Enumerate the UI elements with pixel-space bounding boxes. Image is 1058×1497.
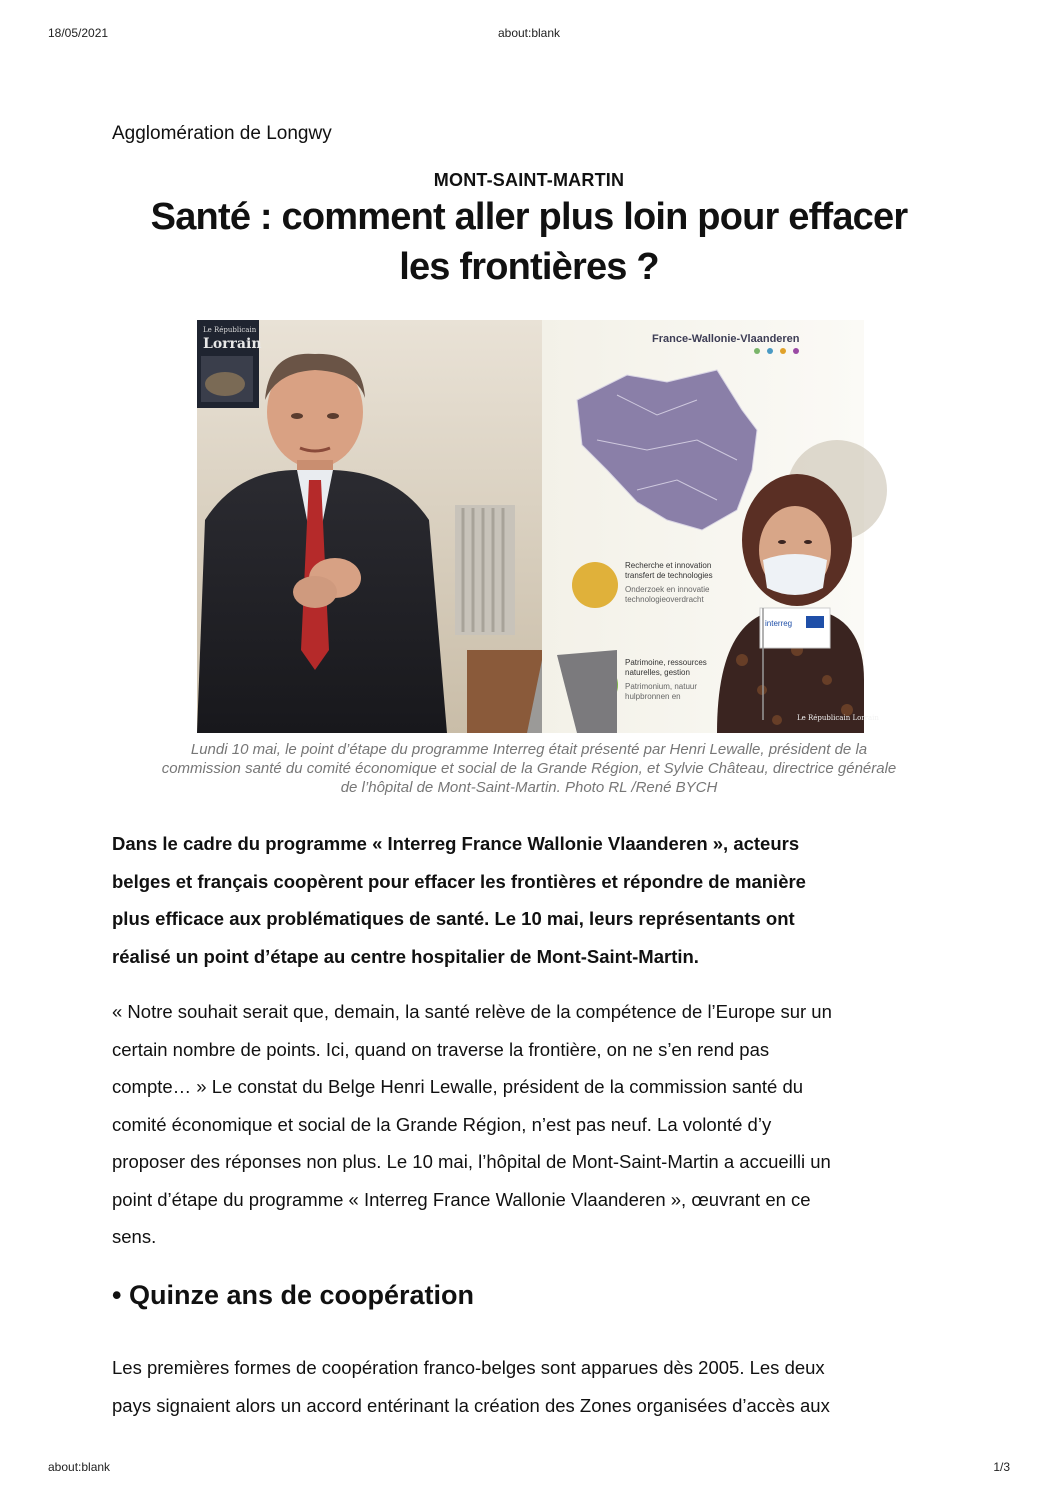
paragraph-line: pays signaient alors un accord entérinant la création des Zones organisées d’accès aux	[112, 1394, 830, 1416]
caption-line: commission santé du comité économique et social de la Grande Région, et Sylvie Château, directrice générale	[161, 760, 897, 777]
article-paragraph	[112, 1349, 952, 1424]
caption-line: de l’hôpital de Mont-Saint-Martin. Photo RL /René BYCH	[340, 779, 718, 796]
poster-text: transfert de technologies	[625, 571, 713, 580]
print-footer	[48, 1460, 1010, 1476]
paragraph-line: certain nombre de points. Ici, quand on traverse la frontière, on ne s’en rend pas	[112, 1038, 770, 1060]
poster-text: Patrimoine, ressources	[625, 658, 707, 667]
paragraph-line: sens.	[112, 1226, 157, 1247]
poster-text: technologieoverdracht	[625, 595, 704, 604]
lead-line: belges et français coopèrent pour effacer les frontières et répondre de manière	[112, 870, 806, 892]
poster-text: hulpbronnen en	[625, 692, 681, 701]
paragraph-line: point d’étape du programme « Interreg France Wallonie Vlaanderen », œuvrant en ce	[112, 1188, 811, 1210]
article-photo	[197, 320, 879, 733]
article-headline	[100, 192, 958, 292]
article-paragraph	[112, 993, 952, 1256]
print-date: 18/05/2021	[48, 26, 109, 40]
lead-line: Dans le cadre du programme « Interreg France Wallonie Vlaanderen », acteurs	[112, 833, 800, 854]
print-url: about:blank	[497, 26, 561, 40]
article-subheading: • Quinze ans de coopération	[112, 1280, 475, 1310]
photo-watermark: Le Républicain	[203, 326, 257, 334]
poster-text: naturelles, gestion	[625, 668, 690, 677]
photo-watermark: Le Républicain Lorrain	[797, 714, 879, 722]
headline-line: les frontières ?	[399, 246, 659, 288]
lead-line: plus efficace aux problématiques de santé. Le 10 mai, leurs représentants ont	[112, 908, 795, 929]
poster-text: Recherche et innovation	[625, 561, 712, 570]
paragraph-line: « Notre souhait serait que, demain, la santé relève de la compétence de l’Europe sur un	[112, 1001, 832, 1022]
article-kicker: MONT-SAINT-MARTIN	[433, 170, 625, 190]
photo-illustration	[197, 320, 879, 733]
paragraph-line: comité économique et social de la Grande Région, n’est pas neuf. La volonté d’y	[112, 1113, 772, 1135]
footer-url: about:blank	[48, 1460, 111, 1474]
poster-text: Onderzoek en innovatie	[625, 585, 710, 594]
poster-text: Patrimonium, natuur	[625, 682, 698, 691]
page-number: 1/3	[993, 1460, 1010, 1474]
caption-line: Lundi 10 mai, le point d’étape du programme Interreg était présenté par Henri Lewalle, président de la	[190, 741, 868, 758]
flag-text: interreg	[765, 619, 793, 628]
poster-title: France-Wallonie-Vlaanderen	[652, 333, 800, 345]
lead-line: réalisé un point d’étape au centre hospitalier de Mont-Saint-Martin.	[112, 945, 699, 967]
paragraph-line: Les premières formes de coopération franco-belges sont apparues dès 2005. Les deux	[112, 1357, 825, 1378]
paragraph-line: compte… » Le constat du Belge Henri Lewalle, président de la commission santé du	[112, 1076, 804, 1097]
headline-line: Santé : comment aller plus loin pour effacer	[150, 196, 908, 238]
print-header	[48, 26, 1010, 42]
article-lead	[112, 825, 946, 975]
section-label: Agglomération de Longwy	[112, 123, 332, 144]
photo-watermark: Lorrain	[203, 336, 262, 352]
photo-caption	[100, 740, 958, 797]
paragraph-line: proposer des réponses non plus. Le 10 mai, l’hôpital de Mont-Saint-Martin a accueilli un	[112, 1151, 831, 1172]
